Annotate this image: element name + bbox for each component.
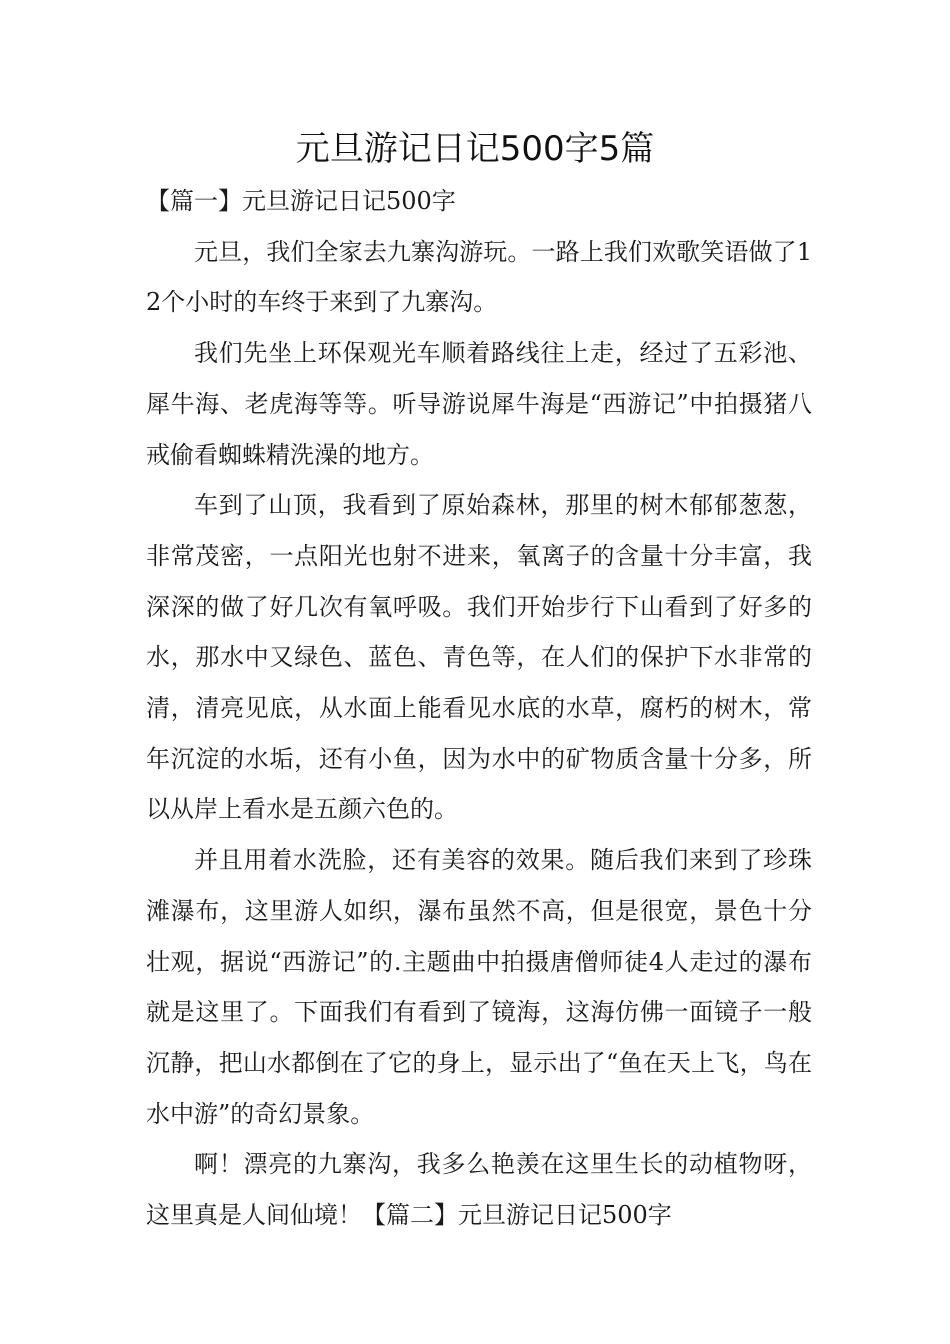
paragraph-3: 车到了山顶，我看到了原始森林，那里的树木郁郁葱葱，非常茂密，一点阳光也射不进来，氧离子的含量十分丰富，我深深的做了好几次有氧呼吸。我们开始步行下山看到了好多的水，那水中又绿色、蓝色、青色等，在人们的保护下水非常的清，清亮见底，从水面上能看见水底的水草，腐朽的树木，常年沉淀的水垢，还有小鱼，因为水中的矿物质含量十分多，所以从岸上看水是五颜六色的。 (146, 491, 812, 824)
paragraph-1: 元旦，我们全家去九寨沟游玩。一路上我们欢歌笑语做了12个小时的车终于来到了九寨沟。 (146, 237, 812, 317)
paragraph-4: 并且用着水洗脸，还有美容的效果。随后我们来到了珍珠滩瀑布，这里游人如织，瀑布虽然不高，但是很宽，景色十分壮观，据说“西游记”的.主题曲中拍摄唐僧师徒4人走过的瀑布就是这里了。下面我们有看到了镜海，这海仿佛一面镜子一般沉静，把山水都倒在了它的身上，显示出了“鱼在天上飞，鸟在水中游”的奇幻景象。 (146, 846, 812, 1128)
document-title: 元旦游记日记500字5篇 (295, 129, 655, 169)
paragraph-5: 啊！漂亮的九寨沟，我多么艳羡在这里生长的动植物呀，这里真是人间仙境！【篇二】元旦游记日记500字 (146, 1150, 812, 1230)
paragraph-2: 我们先坐上环保观光车顺着路线往上走，经过了五彩池、犀牛海、老虎海等等。听导游说犀牛海是“西游记”中拍摄猪八戒偷看蜘蛛精洗澡的地方。 (146, 339, 812, 469)
document-body (146, 176, 812, 1241)
section-heading: 【篇一】元旦游记日记500字 (146, 187, 456, 215)
